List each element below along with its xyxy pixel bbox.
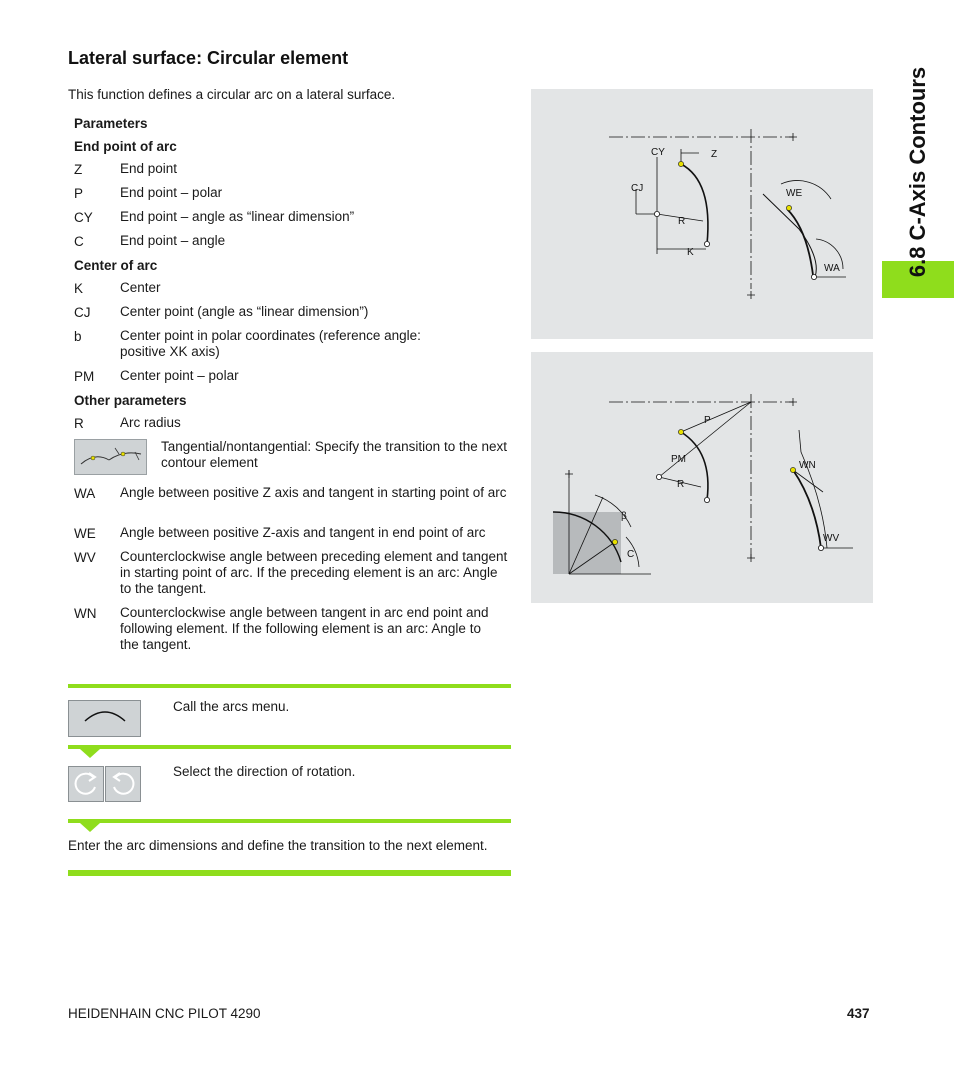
final-step-text: Enter the arc dimensions and define the transition to the next element. <box>68 838 488 853</box>
label-k: K <box>687 247 694 258</box>
clockwise-icon <box>69 767 103 801</box>
label-cj: CJ <box>631 183 644 194</box>
param-desc: Angle between positive Z axis and tangent in starting point of arc <box>120 485 507 500</box>
param-key: P <box>74 186 84 201</box>
param-row <box>74 280 514 304</box>
step-end-divider <box>68 870 511 876</box>
param-key: C <box>74 234 84 249</box>
parameters-heading: Parameters <box>74 116 148 131</box>
label-wn: WN <box>799 460 816 471</box>
param-key: K <box>74 281 84 296</box>
param-key: WE <box>74 526 96 541</box>
label-z: Z <box>711 149 718 160</box>
step-divider <box>68 745 511 749</box>
param-key: PM <box>74 369 95 384</box>
step-divider <box>68 819 511 823</box>
label-cy: CY <box>651 147 665 158</box>
param-row <box>74 415 514 439</box>
intro-text: This function defines a circular arc on a lateral surface. <box>68 87 396 102</box>
param-key: WN <box>74 606 97 621</box>
param-desc: Angle between positive Z-axis and tangent in end point of arc <box>120 525 486 540</box>
param-key: WV <box>74 550 96 565</box>
param-key: CY <box>74 210 93 225</box>
counterclockwise-icon <box>106 767 140 801</box>
param-desc: Arc radius <box>120 415 181 430</box>
param-desc: Counterclockwise angle between tangent in arc end point and following element. If the following element is an arc: Angle to the tangent. <box>120 605 489 652</box>
clockwise-softkey[interactable] <box>68 766 104 802</box>
tangential-row <box>74 439 514 485</box>
param-key: Z <box>74 162 83 177</box>
param-desc: Center point – polar <box>120 368 239 383</box>
counterclockwise-softkey[interactable] <box>105 766 141 802</box>
arc-icon <box>69 701 140 736</box>
param-row <box>74 304 514 328</box>
param-row <box>74 328 514 368</box>
other-heading: Other parameters <box>74 393 187 408</box>
step-divider <box>68 684 511 688</box>
figure-polar-angles <box>531 352 873 603</box>
footer-product: HEIDENHAIN CNC PILOT 4290 <box>68 1006 261 1021</box>
param-row <box>74 605 514 661</box>
step-arrow-icon <box>80 823 100 832</box>
param-row <box>74 209 514 233</box>
page-title: Lateral surface: Circular element <box>68 48 349 68</box>
param-desc: Center point (angle as “linear dimension”) <box>120 304 369 319</box>
param-row <box>74 233 514 257</box>
label-pm: PM <box>671 454 686 465</box>
param-desc: End point – angle as “linear dimension” <box>120 209 355 224</box>
label-beta: β <box>621 511 627 522</box>
param-key: WA <box>74 486 96 501</box>
end-point-heading: End point of arc <box>74 139 177 154</box>
label-r: R <box>677 479 685 490</box>
param-desc: End point <box>120 161 178 176</box>
tangential-desc: Tangential/nontangential: Specify the transition to the next contour element <box>161 439 507 470</box>
parameters-list <box>74 115 514 661</box>
param-key: CJ <box>74 305 91 320</box>
label-c: C <box>627 549 635 560</box>
param-desc: Counterclockwise angle between preceding element and tangent in starting point of arc. If the preceding element is an arc: Angle to the tangent. <box>120 549 508 596</box>
label-p: P <box>704 415 711 426</box>
page-number: 437 <box>847 1006 870 1021</box>
label-we: WE <box>786 188 803 199</box>
param-desc: Center <box>120 280 161 295</box>
center-heading: Center of arc <box>74 258 158 273</box>
arc-menu-softkey[interactable] <box>68 700 141 737</box>
figure-end-point-center <box>531 89 873 339</box>
param-row <box>74 549 514 605</box>
param-key: b <box>74 329 82 344</box>
param-desc: End point – polar <box>120 185 223 200</box>
param-row <box>74 485 514 525</box>
step-text: Select the direction of rotation. <box>173 764 356 779</box>
chapter-tab-title: 6.8 C-Axis Contours <box>905 66 930 278</box>
tangential-transition-icon <box>74 439 147 475</box>
param-row <box>74 161 514 185</box>
param-key: R <box>74 416 84 431</box>
label-wv: WV <box>823 533 840 544</box>
param-row <box>74 368 514 392</box>
label-r: R <box>678 216 686 227</box>
step-text: Call the arcs menu. <box>173 699 290 714</box>
label-wa: WA <box>824 263 840 274</box>
step-arrow-icon <box>80 749 100 758</box>
param-row <box>74 185 514 209</box>
param-row <box>74 525 514 549</box>
param-desc: Center point in polar coordinates (reference angle: positive XK axis) <box>120 328 421 359</box>
param-desc: End point – angle <box>120 233 226 248</box>
